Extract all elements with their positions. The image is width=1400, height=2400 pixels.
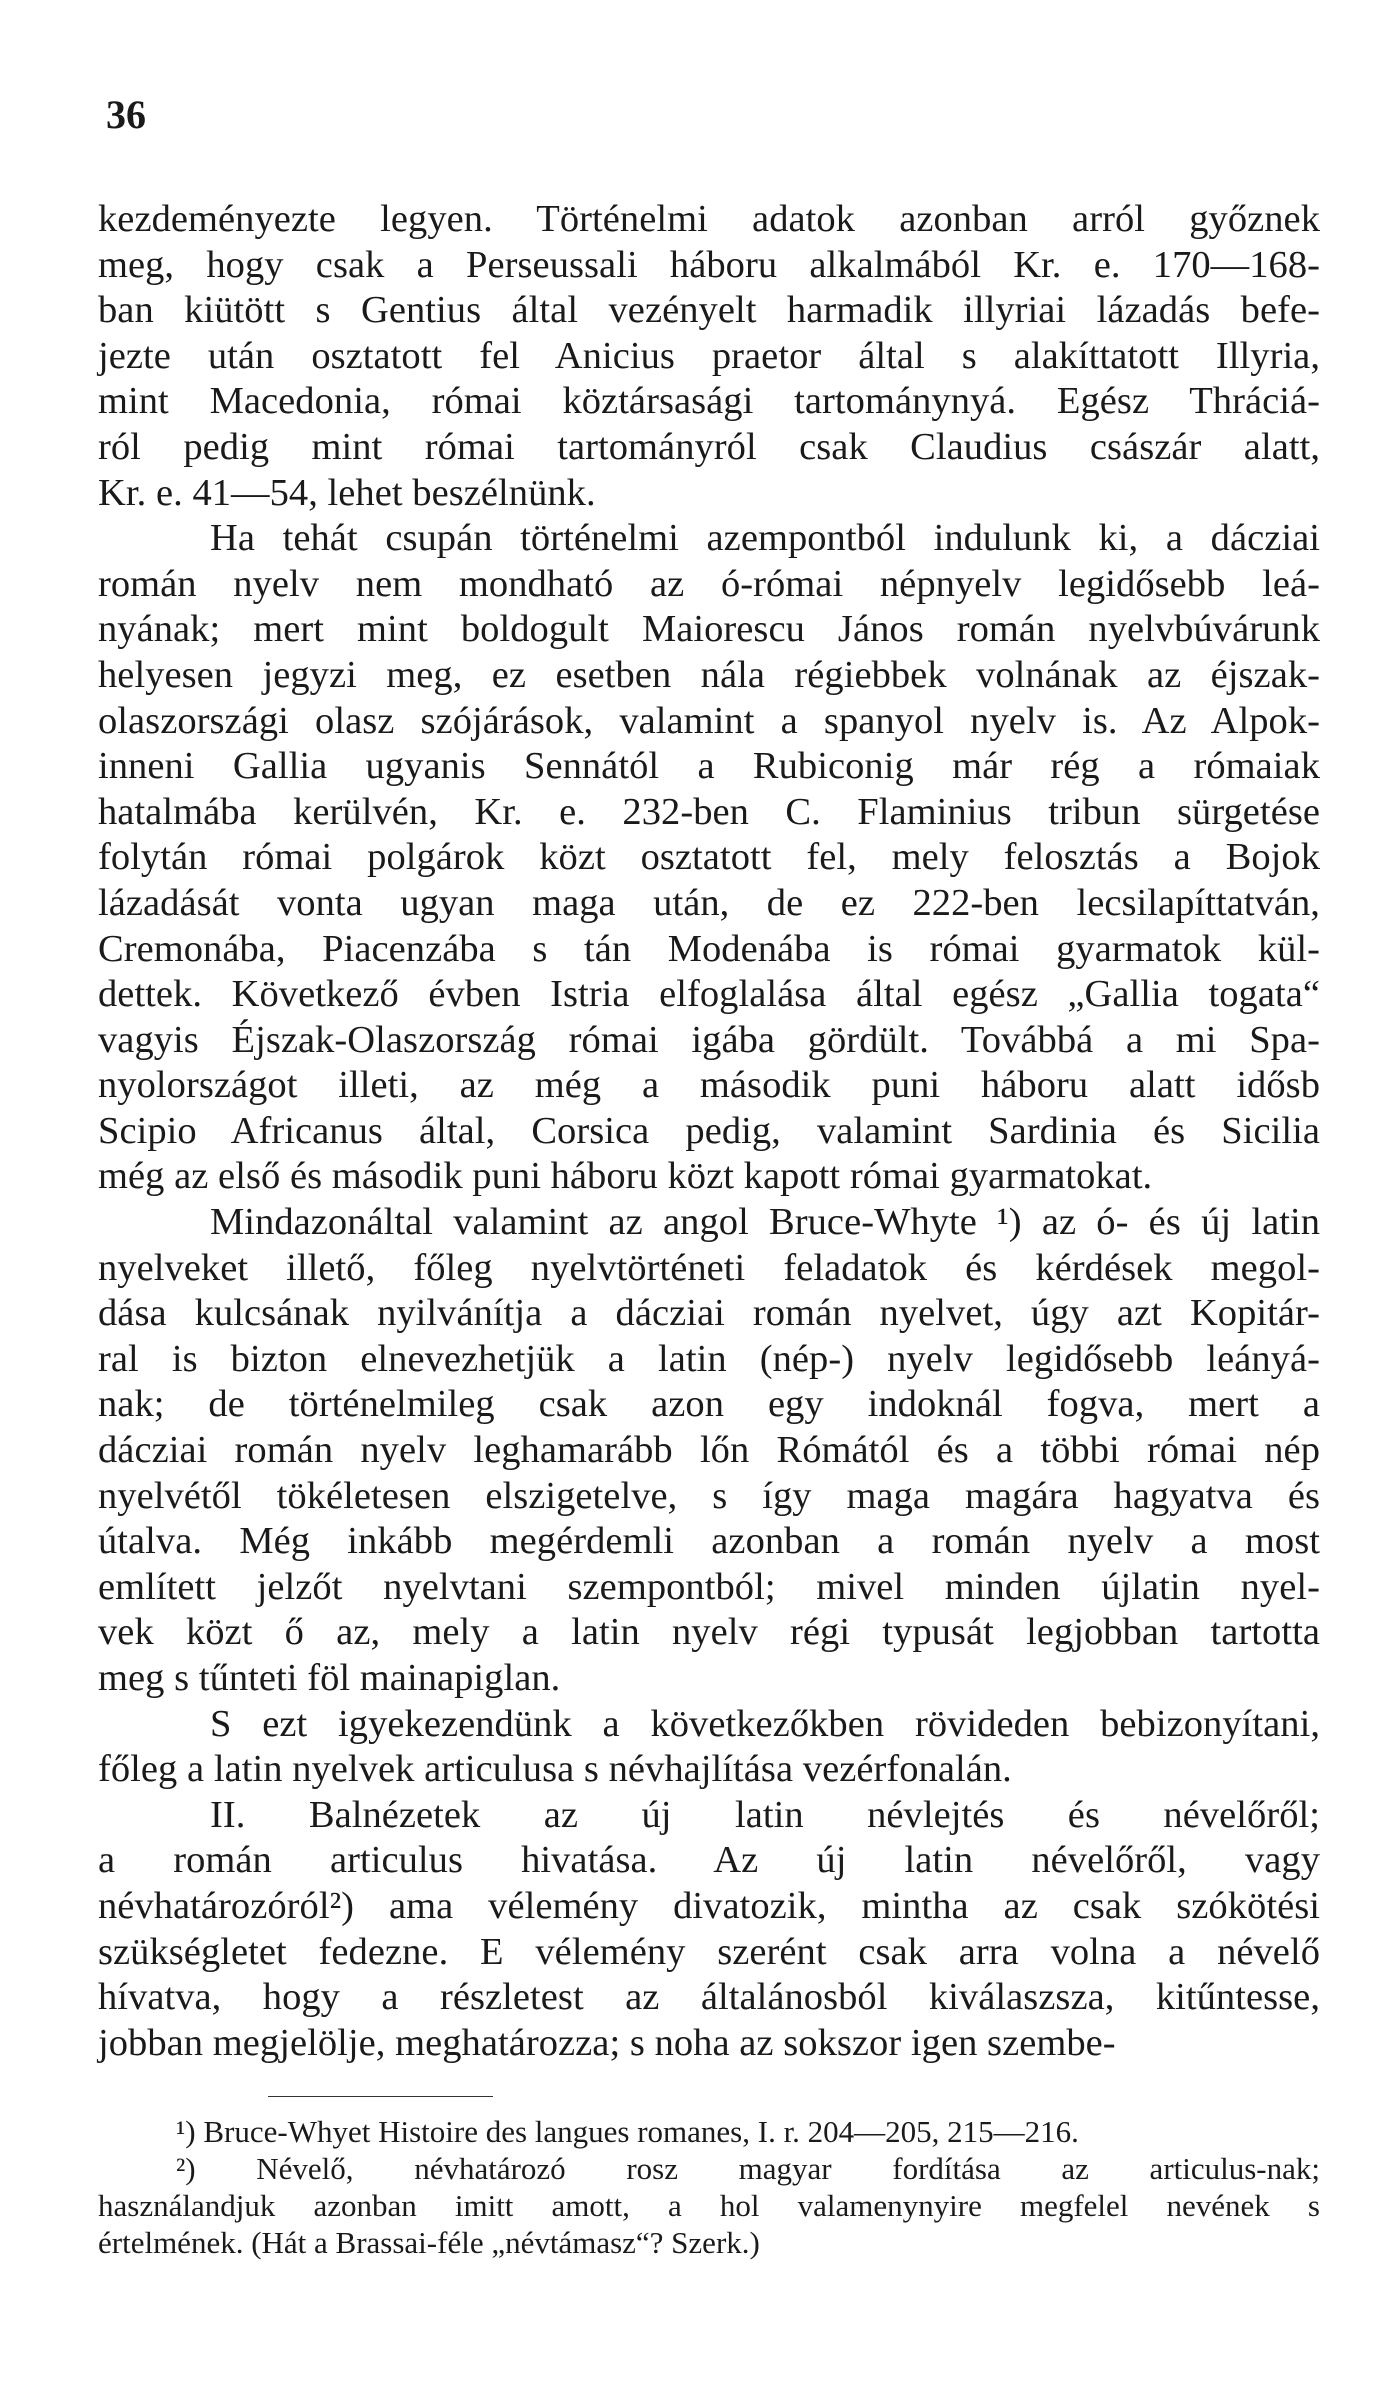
text-line: még az első és második puni háboru közt kapott római gyarmatokat. [98, 1155, 1153, 1198]
text-line: főleg a latin nyelvek articulusa s névhajlítása vezérfonalán. [98, 1748, 1012, 1791]
text-line: mint Macedonia, római köztársasági tartománynyá. Egész Thráciá- [98, 380, 1320, 423]
text-line: kezdeményezte legyen. Történelmi adatok azonban arról győznek [98, 198, 1320, 240]
footnotes [98, 2113, 1320, 2261]
text-line: Cremonába, Piacenzába s tán Modenába is római gyarmatok kül- [98, 927, 1320, 970]
text-line: olaszországi olasz szójárások, valamint a spanyol nyelv is. Az Alpok- [98, 699, 1320, 742]
page-number: 36 [106, 92, 146, 137]
text-line: Mindazonáltal valamint az angol Bruce-Whyte ¹) az ó- és új latin [210, 1201, 1320, 1244]
text-line: inneni Gallia ugyanis Sennától a Rubiconig már rég a rómaiak [98, 745, 1320, 788]
paragraph [98, 1793, 1320, 2067]
text-line: nyának; mert mint boldogult Maiorescu János román nyelvbúvárunk [98, 608, 1320, 651]
text-line: meg s tűnteti föl mainapiglan. [98, 1657, 561, 1699]
text-line: vagyis Éjszak-Olaszország római igába gördült. Továbbá a mi Spa- [98, 1018, 1320, 1061]
footnote-line: használandjuk azonban imitt amott, a hol valamenynyire megfelel nevének s [98, 2188, 1320, 2224]
text-line: dettek. Következő évben Istria elfoglalása által egész „Gallia togata“ [98, 973, 1320, 1016]
footnote [98, 2113, 1320, 2150]
text-line: említett jelzőt nyelvtani szempontból; mivel minden újlatin nyel- [98, 1565, 1320, 1608]
text-line: Scipio Africanus által, Corsica pedig, valamint Sardinia és Sicilia [98, 1109, 1320, 1152]
text-line: nak; de történelmileg csak azon egy indoknál fogva, mert a [98, 1383, 1320, 1426]
paragraph [98, 1702, 1320, 1793]
text-line: vek közt ő az, mely a latin nyelv régi typusát legjobban tartotta [98, 1611, 1320, 1654]
text-line: román nyelv nem mondható az ó-római népnyelv legidősebb leá- [98, 562, 1320, 605]
text-line: ban kiütött s Gentius által vezényelt harmadik illyriai lázadás befe- [98, 289, 1320, 332]
paragraph [98, 197, 1320, 516]
text-line: folytán római polgárok közt osztatott fel, mely felosztás a Bojok [98, 836, 1320, 879]
text-line: lázadását vonta ugyan maga után, de ez 222-ben lecsilapíttatván, [98, 881, 1320, 924]
text-line: útalva. Még inkább megérdemli azonban a román nyelv a most [98, 1520, 1320, 1563]
text-line: jezte után osztatott fel Anicius praetor által s alakíttatott Illyria, [98, 334, 1320, 377]
text-line: jobban megjelölje, meghatározza; s noha az sokszor igen szembe- [98, 2021, 1116, 2064]
text-line: szükségletet fedezne. E vélemény szerént csak arra volna a névelő [98, 1930, 1320, 1973]
footnote-rule [268, 2096, 493, 2097]
text-line: hívatva, hogy a részletest az általánosból kiválaszsza, kitűntesse, [98, 1976, 1320, 2019]
paragraph [98, 516, 1320, 1200]
text-line: dácziai román nyelv leghamarább lőn Rómától és a többi római nép [98, 1429, 1320, 1472]
footnote-line: ¹) Bruce-Whyet Histoire des langues romanes, I. r. 204—205, 215—216. [176, 2114, 1079, 2150]
paragraph [98, 1200, 1320, 1702]
text-line: ról pedig mint római tartományról csak Claudius császár alatt, [98, 425, 1320, 468]
text-line: Kr. e. 41—54, lehet beszélnünk. [98, 471, 596, 514]
document-page [98, 92, 1320, 2261]
text-line: nyelveket illető, főleg nyelvtörténeti feladatok és kérdések megol- [98, 1246, 1320, 1289]
footnote-line: ²) Névelő, névhatározó rosz magyar fordítása az articulus-nak; [176, 2151, 1320, 2187]
text-line: dása kulcsának nyilvánítja a dácziai román nyelvet, úgy azt Kopitár- [98, 1292, 1320, 1335]
text-line: a román articulus hivatása. Az új latin névelőről, vagy [98, 1839, 1320, 1882]
text-line: helyesen jegyzi meg, ez esetben nála régiebbek volnának az éjszak- [98, 653, 1320, 696]
text-line: S ezt igyekezendünk a következőkben rövideden bebizonyítani, [210, 1702, 1320, 1745]
text-line: Ha tehát csupán történelmi azempontból indulunk ki, a dácziai [210, 517, 1320, 560]
text-line: nyelvétől tökéletesen elszigetelve, s így maga magára hagyatva és [98, 1474, 1320, 1517]
footnote-line: értelmének. (Hát a Brassai-féle „névtámasz“? Szerk.) [98, 2225, 760, 2261]
text-line: hatalmába kerülvén, Kr. e. 232-ben C. Flaminius tribun sürgetése [98, 790, 1320, 833]
text-line: II. Balnézetek az új latin névlejtés és névelőről; [210, 1793, 1320, 1836]
text-line: meg, hogy csak a Perseussali háboru alkalmából Kr. e. 170—168- [98, 243, 1320, 286]
body-text [98, 197, 1320, 2066]
text-line: nyolországot illeti, az még a második puni háboru alatt idősb [98, 1064, 1320, 1107]
footnote [98, 2150, 1320, 2261]
text-line: névhatározóról²) ama vélemény divatozik, mintha az csak szókötési [98, 1884, 1320, 1927]
text-line: ral is bizton elnevezhetjük a latin (nép-) nyelv legidősebb leányá- [98, 1337, 1320, 1380]
